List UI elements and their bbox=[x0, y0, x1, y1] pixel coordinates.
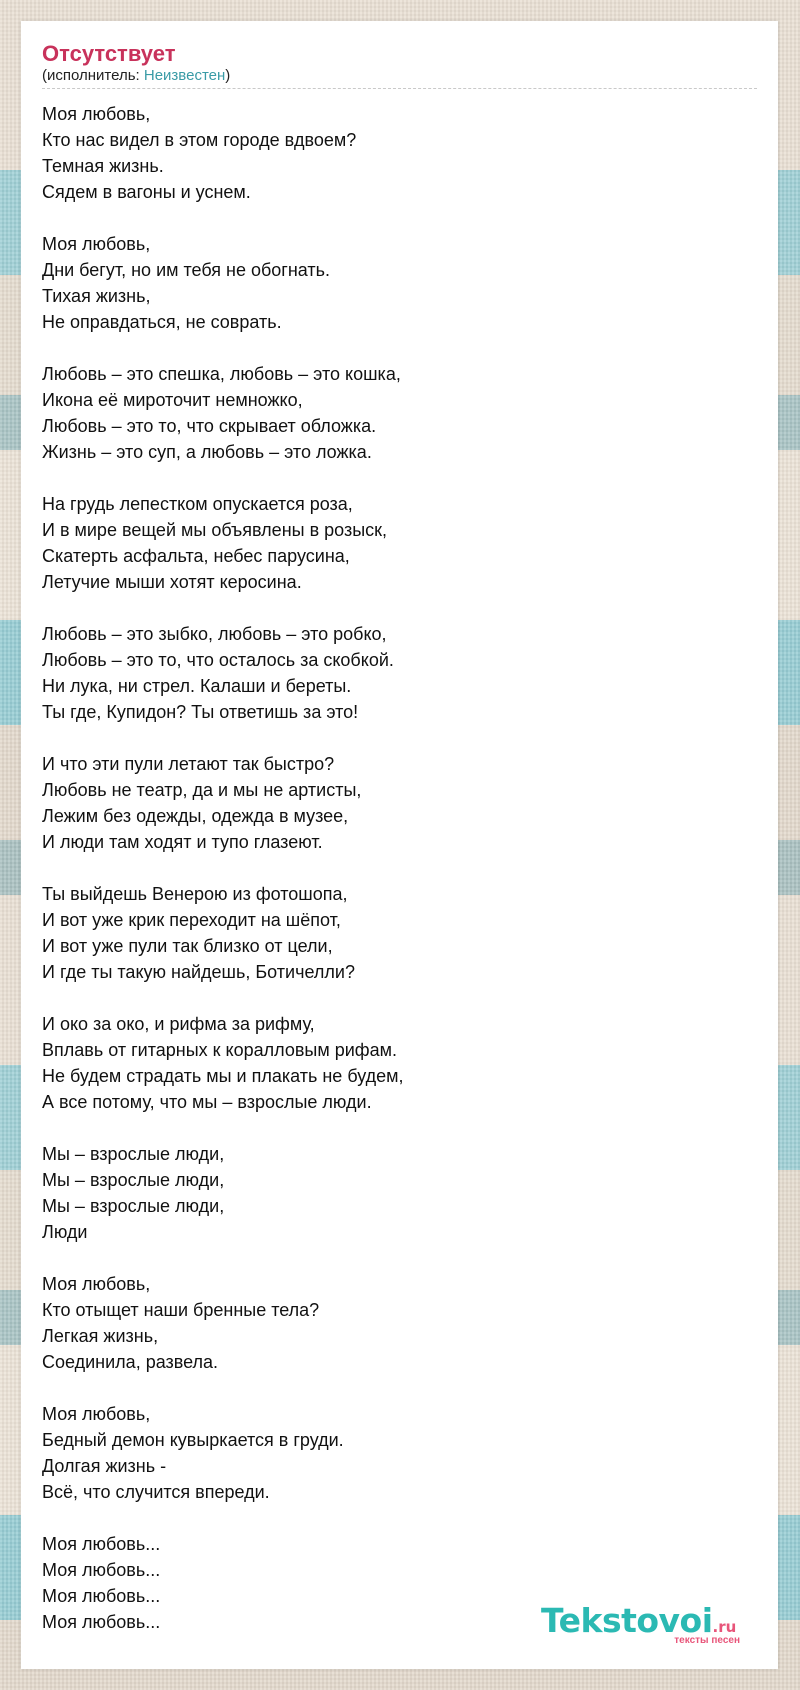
artist-line bbox=[42, 67, 757, 85]
lyrics-line: Не будем страдать мы и плакать не будем, bbox=[42, 1066, 404, 1086]
lyrics-line: Легкая жизнь, bbox=[42, 1326, 159, 1346]
lyrics-stanza bbox=[42, 751, 757, 855]
lyrics-line: Кто нас видел в этом городе вдвоем? bbox=[42, 130, 357, 150]
logo-tagline: тексты песен bbox=[674, 1635, 740, 1646]
lyrics-line: Сядем в вагоны и уснем. bbox=[42, 182, 251, 202]
artist-prefix: (исполнитель: bbox=[42, 67, 144, 84]
lyrics-line: Моя любовь, bbox=[42, 104, 151, 124]
lyrics-line: Вплавь от гитарных к коралловым рифам. bbox=[42, 1040, 397, 1060]
lyrics-line: Ты где, Купидон? Ты ответишь за это! bbox=[42, 702, 359, 722]
lyrics-line: Не оправдаться, не соврать. bbox=[42, 312, 282, 332]
lyrics-line: Моя любовь... bbox=[42, 1586, 161, 1606]
lyrics-line: Любовь – это то, что осталось за скобкой. bbox=[42, 650, 394, 670]
lyrics-line: Моя любовь, bbox=[42, 1274, 151, 1294]
lyrics-line: Икона её мироточит немножко, bbox=[42, 390, 303, 410]
lyrics-line: Лежим без одежды, одежда в музее, bbox=[42, 806, 349, 826]
lyrics-line: Бедный демон кувыркается в груди. bbox=[42, 1430, 344, 1450]
lyrics-line: На грудь лепестком опускается роза, bbox=[42, 494, 353, 514]
lyrics-line: Любовь – это то, что скрывает обложка. bbox=[42, 416, 377, 436]
lyrics-stanza bbox=[42, 1141, 757, 1245]
lyrics-line: Моя любовь... bbox=[42, 1560, 161, 1580]
lyrics-line: Скатерть асфальта, небес парусина, bbox=[42, 546, 350, 566]
lyrics-text bbox=[42, 101, 757, 1661]
lyrics-line: И люди там ходят и тупо глазеют. bbox=[42, 832, 323, 852]
logo-name: Tekstovoi bbox=[541, 1601, 713, 1640]
lyrics-stanza bbox=[42, 361, 757, 465]
lyrics-line: Мы – взрослые люди, bbox=[42, 1196, 225, 1216]
lyrics-line: И в мире вещей мы объявлены в розыск, bbox=[42, 520, 388, 540]
lyrics-line: Летучие мыши хотят керосина. bbox=[42, 572, 302, 592]
lyrics-line: Мы – взрослые люди, bbox=[42, 1170, 225, 1190]
lyrics-card bbox=[21, 21, 778, 1669]
song-header bbox=[42, 41, 757, 89]
lyrics-stanza bbox=[42, 491, 757, 595]
lyrics-stanza bbox=[42, 881, 757, 985]
lyrics-line: Дни бегут, но им тебя не обогнать. bbox=[42, 260, 331, 280]
site-logo[interactable] bbox=[541, 1603, 746, 1647]
lyrics-line: Кто отыщет наши бренные тела? bbox=[42, 1300, 320, 1320]
lyrics-line: А все потому, что мы – взрослые люди. bbox=[42, 1092, 372, 1112]
lyrics-line: Жизнь – это суп, а любовь – это ложка. bbox=[42, 442, 372, 462]
lyrics-line: И что эти пули летают так быстро? bbox=[42, 754, 335, 774]
lyrics-line: Моя любовь... bbox=[42, 1534, 161, 1554]
lyrics-line: Мы – взрослые люди, bbox=[42, 1144, 225, 1164]
lyrics-line: Люди bbox=[42, 1222, 88, 1242]
artist-link[interactable]: Неизвестен bbox=[143, 67, 226, 84]
artist-suffix: ) bbox=[225, 67, 231, 84]
lyrics-stanza bbox=[42, 101, 757, 205]
lyrics-line: Соединила, развела. bbox=[42, 1352, 219, 1372]
lyrics-stanza bbox=[42, 1271, 757, 1375]
lyrics-line: Всё, что случится впереди. bbox=[42, 1482, 270, 1502]
lyrics-line: Ты выйдешь Венерою из фотошопа, bbox=[42, 884, 348, 904]
lyrics-line: Ни лука, ни стрел. Калаши и береты. bbox=[42, 676, 352, 696]
lyrics-stanza bbox=[42, 1011, 757, 1115]
lyrics-line: Любовь – это спешка, любовь – это кошка, bbox=[42, 364, 401, 384]
lyrics-line: И где ты такую найдешь, Ботичелли? bbox=[42, 962, 355, 982]
lyrics-line: Темная жизнь. bbox=[42, 156, 164, 176]
lyrics-line: Любовь не театр, да и мы не артисты, bbox=[42, 780, 362, 800]
lyrics-stanza bbox=[42, 231, 757, 335]
lyrics-line: Тихая жизнь, bbox=[42, 286, 151, 306]
lyrics-stanza bbox=[42, 621, 757, 725]
lyrics-line: И вот уже пули так близко от цели, bbox=[42, 936, 333, 956]
song-title: Отсутствует bbox=[42, 41, 176, 66]
lyrics-line: Моя любовь... bbox=[42, 1612, 161, 1632]
lyrics-line: Моя любовь, bbox=[42, 1404, 151, 1424]
lyrics-line: И око за око, и рифма за рифму, bbox=[42, 1014, 315, 1034]
lyrics-stanza bbox=[42, 1401, 757, 1505]
lyrics-line: И вот уже крик переходит на шёпот, bbox=[42, 910, 341, 930]
lyrics-line: Моя любовь, bbox=[42, 234, 151, 254]
logo-domain: .ru bbox=[712, 1618, 737, 1636]
lyrics-line: Любовь – это зыбко, любовь – это робко, bbox=[42, 624, 387, 644]
lyrics-line: Долгая жизнь - bbox=[42, 1456, 167, 1476]
